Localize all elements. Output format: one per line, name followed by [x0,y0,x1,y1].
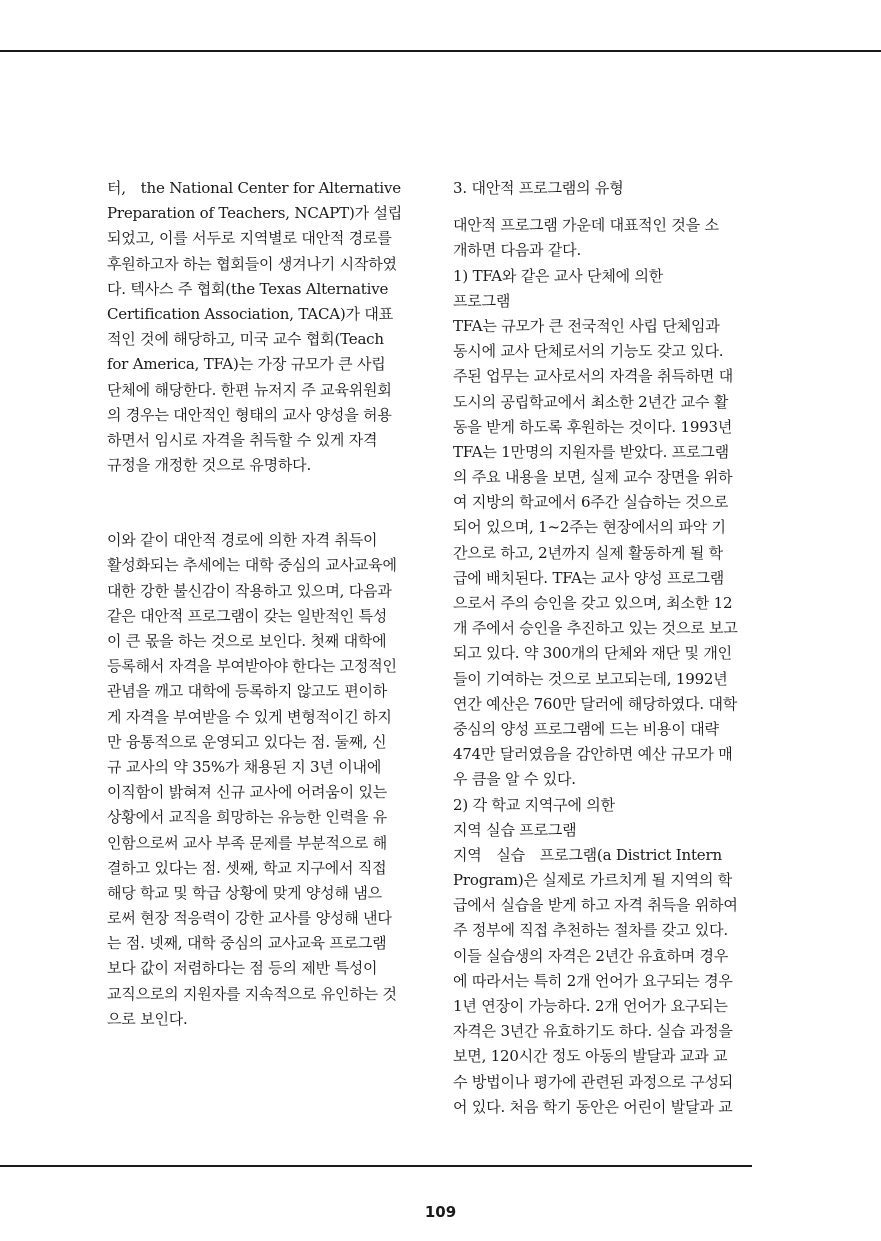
text-line: 대안적 프로그램 가운데 대표적인 것을 소 [453,216,719,235]
text-line: 적인 것에 해당하고, 미국 교수 협회(Teach [107,330,384,349]
text-line: 프로그램 [453,291,511,310]
text-line: 등록해서 자격을 부여받아야 한다는 고정적인 [107,657,397,676]
text-line: 보면, 120시간 정도 아동의 발달과 교과 교 [453,1047,728,1066]
text-line: 의 주요 내용을 보면, 실제 교수 장면을 위하 [453,468,733,487]
text-line: 같은 대안적 프로그램이 갖는 일반적인 특성 [107,606,388,625]
text-line: 1년 연장이 가능하다. 2개 언어가 요구되는 [453,997,728,1015]
text-line: 대한 강한 불신감이 작용하고 있으며, 다음과 [107,581,392,600]
text-line: 되었고, 이를 서두로 지역별로 대안적 경로를 [107,229,392,248]
text-line: 으로서 주의 승인을 갖고 있으며, 최소한 12 [453,594,733,612]
text-line: TFA는 규모가 큰 전국적인 사립 단체임과 [453,316,720,335]
text-line: 개하면 다음과 같다. [453,241,582,260]
text-line: 간으로 하고, 2년까지 실제 활동하게 될 학 [453,543,723,562]
bottom-rule [0,1165,752,1167]
text-line: Certification Association, TACA)가 대표 [107,304,393,323]
paragraph-gap [107,478,407,528]
text-line: 지역 실습 프로그램 [453,820,577,839]
heading-gap [453,201,753,213]
text-line: 다. 텍사스 주 협회(the Texas Alternative [107,279,389,298]
text-line: 보다 값이 저렴하다는 점 등의 제반 특성이 [107,959,378,978]
text-line: 결하고 있다는 점. 셋째, 학교 지구에서 직접 [107,858,387,877]
text-line: 상황에서 교직을 희망하는 유능한 인력을 유 [107,808,388,827]
subsection-1-body [453,314,753,793]
subsection-1-heading [453,264,753,314]
text-line: 주 정부에 직접 추천하는 절차를 갖고 있다. [453,921,728,940]
text-line: 이와 같이 대안적 경로에 의한 자격 취득이 [107,531,378,550]
subsection-2-body [453,843,753,1120]
text-line: 1) TFA와 같은 교사 단체에 의한 [453,266,664,285]
top-rule [0,50,881,52]
text-line: 하면서 임시로 자격을 취득할 수 있게 자격 [107,430,378,449]
text-line: for America, TFA)는 가장 규모가 큰 사립 [107,355,386,374]
text-line: 이직함이 밝혀져 신규 교사에 어려움이 있는 [107,783,388,802]
text-line: 활성화되는 추세에는 대학 중심의 교사교육에 [107,556,397,575]
text-line: 로써 현장 적응력이 강한 교사를 양성해 낸다 [107,909,392,928]
left-paragraph-1 [107,176,407,478]
text-line: 중심의 양성 프로그램에 드는 비용이 대략 [453,719,719,738]
text-line: 으로 보인다. [107,1009,188,1028]
text-line: 이 큰 몫을 하는 것으로 보인다. 첫째 대학에 [107,632,387,650]
text-line: 2) 각 학교 지역구에 의한 [453,795,615,814]
text-line: 에 따라서는 특히 2개 언어가 요구되는 경우 [453,971,733,990]
text-line: 급에서 실습을 받게 하고 자격 취득을 위하여 [453,896,738,915]
text-line: 인함으로써 교사 부족 문제를 부분적으로 해 [107,833,388,852]
text-line: 동시에 교사 단체로서의 기능도 갖고 있다. [453,342,724,361]
text-line: Program)은 실제로 가르치게 될 지역의 학 [453,871,733,890]
text-line: 동을 받게 하도록 후원하는 것이다. 1993년 [453,417,733,436]
text-line: 되어 있으며, 1~2주는 현장에서의 파악 기 [453,518,726,537]
text-line: 해당 학교 및 학급 상황에 맞게 양성해 냄으 [107,883,382,902]
text-line: 의 경우는 대안적인 형태의 교사 양성을 허용 [107,405,392,424]
text-line: 수 방법이나 평가에 관련된 과정으로 구성되 [453,1072,734,1091]
text-line: 단체에 해당한다. 한편 뉴저지 주 교육위원회 [107,380,392,399]
text-line: 관념을 깨고 대학에 등록하지 않고도 편이하 [107,682,388,701]
left-column [107,176,407,1032]
text-line: 급에 배치된다. TFA는 교사 양성 프로그램 [453,568,725,587]
text-line: 연간 예산은 760만 달러에 해당하였다. 대학 [453,694,738,713]
text-line: 주된 업무는 교사로서의 자격을 취득하면 대 [453,367,734,386]
text-line: 규정을 개정한 것으로 유명하다. [107,456,312,475]
text-line: 이들 실습생의 자격은 2년간 유효하며 경우 [453,946,729,965]
text-line: 되고 있다. 약 300개의 단체와 재단 및 개인 [453,644,732,663]
text-line: 어 있다. 처음 학기 동안은 어린이 발달과 교 [453,1097,733,1116]
text-line: 는 점. 넷째, 대학 중심의 교사교육 프로그램 [107,934,387,953]
text-line: TFA는 1만명의 지원자를 받았다. 프로그램 [453,442,729,461]
right-column [453,176,753,1120]
intro-paragraph [453,213,753,263]
subsection-2-heading [453,793,753,843]
left-paragraph-2 [107,528,407,1032]
text-line: 도시의 공립학교에서 최소한 2년간 교수 활 [453,392,729,411]
text-line: 규 교사의 약 35%가 채용된 지 3년 이내에 [107,757,382,776]
text-line: 터, the National Center for Alternative [107,179,401,197]
text-line: 474만 달러였음을 감안하면 예산 규모가 매 [453,745,733,764]
text-line: 개 주에서 승인을 추진하고 있는 것으로 보고 [453,619,738,638]
page-number: 109 [424,1203,457,1221]
text-line: 지역 실습 프로그램(a District Intern [453,845,722,864]
text-line: 들이 기여하는 것으로 보고되는데, 1992년 [453,669,728,688]
text-line: Preparation of Teachers, NCAPT)가 설립 [107,204,403,223]
text-line: 우 큼을 알 수 있다. [453,770,576,789]
section-heading: 3. 대안적 프로그램의 유형 [453,179,624,197]
text-line: 후원하고자 하는 협회들이 생겨나기 시작하였 [107,254,397,273]
text-line: 교직으로의 지원자를 지속적으로 유인하는 것 [107,984,397,1003]
text-line: 자격은 3년간 유효하기도 하다. 실습 과정을 [453,1022,733,1041]
text-line: 게 자격을 부여받을 수 있게 변형적이긴 하지 [107,707,392,726]
text-line: 여 지방의 학교에서 6주간 실습하는 것으로 [453,493,729,512]
text-line: 만 융통적으로 운영되고 있다는 점. 둘째, 신 [107,732,387,751]
